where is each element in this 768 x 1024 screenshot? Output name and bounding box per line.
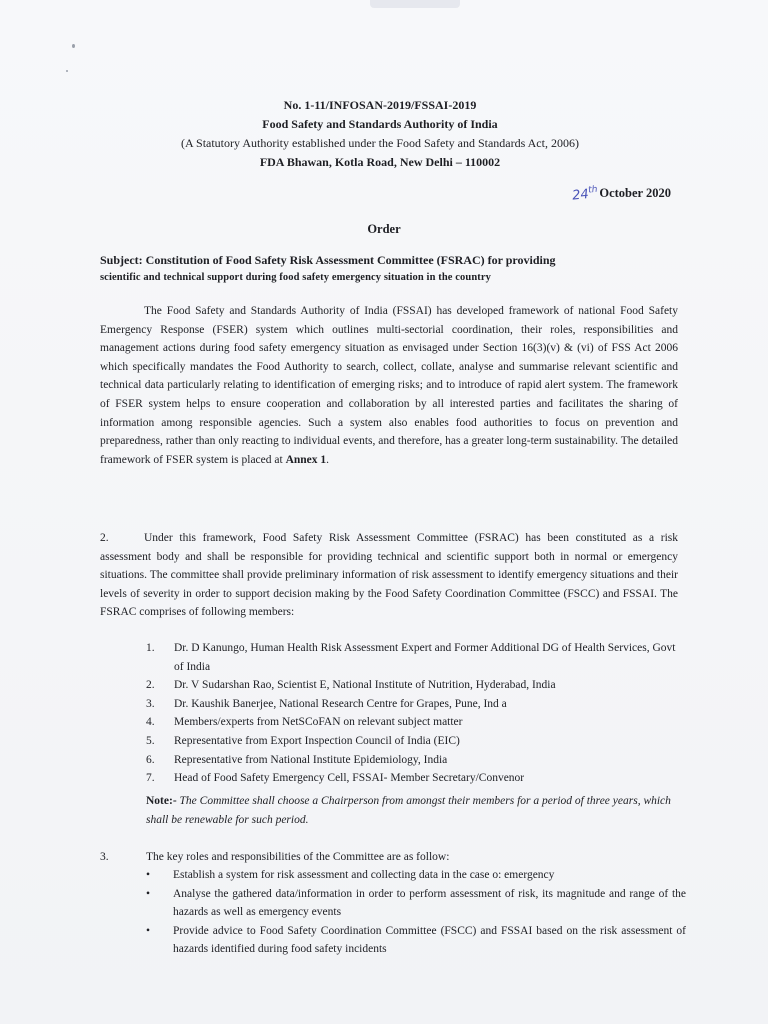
bullet-icon: • [146,924,151,937]
list-item: • Analyse the gathered data/information in order to perform assessment of risk, its magnitude and range of the hazards as well as emergency events [146,885,686,922]
bullet-icon: • [146,869,151,881]
paragraph-3 [100,848,680,867]
scan-speck [72,44,75,48]
scan-artifact [370,0,460,8]
list-item: • Provide advice to Food Safety Coordination Committee (FSCC) and FSSAI based on the risk assessment of hazards identified during food safety incidents [146,922,686,959]
order-title: Order [367,222,401,236]
statutory-note: (A Statutory Authority established under the Food Safety and Standards Act, 2006) [181,136,579,150]
date-month-year: October 2020 [599,186,671,201]
list-item: 2. Dr. V Sudarshan Rao, Scientist E, National Institute of Nutrition, Hyderabad, India [146,679,556,692]
order-date [571,184,671,204]
note [146,792,686,829]
paragraph-1: The Food Safety and Standards Authority of India (FSSAI) has developed framework of national Food Safety Emergency Response (FSER) system which outlines multi-sectorial coordination, their roles, responsibilities and management actions during food safety emergency situation as envisaged under Section 16(3)(v) & (vi) of FSS Act 2006 which specifically mandates the Food Authority to search, collect, collate, analyse and summarise relevant scientific and technical data particularly relating to identification of emerging risks; and to introduce of rapid alert system. The framework of FSER system helps to ensure cooperation and collaboration by all interested parties and facilitates the sharing of information among responsible agencies. Such a system also enables food authorities to focus on prevention and preparedness, rather than only reacting to individual events, and therefore, has a greater long-term sustainability. The detailed framework of FSER system is placed at Annex 1. [100,305,678,466]
subject [100,252,674,286]
member-list [146,639,686,788]
subject-line-1: Subject: Constitution of Food Safety Risk Assessment Committee (FSRAC) for providing [100,253,556,267]
paragraph-3-number: 3. [100,851,109,863]
list-item: 6. Representative from National Institute Epidemiology, India [146,753,448,766]
list-item: 7. Head of Food Safety Emergency Cell, FSSAI- Member Secretary/Convenor [146,772,525,785]
note-label: Note:- [146,795,177,807]
list-item: • Establish a system for risk assessment and collecting data in the case o: emergency [146,866,686,885]
paragraph-1-text: The Food Safety and Standards Authority of India (FSSAI) has developed framework of national Food Safety Emergency Response (FSER) system which outlines multi-sectorial coordination, their roles, responsibilities and management actions during food safety emergency situation as envisaged under Section 16(3)(v) & (vi) of FSS Act 2006 which specifically mandates the Food Authority to search, collect, collate, analyse and summarise relevant scientific and technical data particularly relating to identification of emerging risks; and to introduce of rapid alert system. The framework of FSER system helps to ensure cooperation and collaboration by all interested parties and facilitates the sharing of information among responsible agencies. Such a system also enables food authorities to focus on prevention and preparedness, rather than only reacting to individual events, and therefore, has a greater long-term sustainability. The detailed framework of FSER system is placed at [100,305,678,466]
list-item: 4. Members/experts from NetSCoFAN on relevant subject matter [146,716,463,729]
responsibilities-list [146,866,686,959]
handwritten-day: 24th [571,184,598,204]
paragraph-3-text: The key roles and responsibilities of the Committee are as follow: [146,851,450,863]
list-item: 1. Dr. D Kanungo, Human Health Risk Assessment Expert and Former Additional DG of Health Services, Govt of India [146,642,676,673]
scan-speck [66,70,68,72]
note-text: The Committee shall choose a Chairperson from amongst their members for a period of three years, which shall be renewable for such period. [146,795,671,826]
annex-reference: Annex 1 [285,453,327,466]
subject-line-2: scientific and technical support during food safety emergency situation in the country [100,272,491,283]
organization-name: Food Safety and Standards Authority of India [262,117,498,131]
list-item: 5. Representative from Export Inspection Council of India (EIC) [146,734,460,747]
address: FDA Bhawan, Kotla Road, New Delhi – 110002 [259,155,501,169]
letterhead [100,96,660,172]
paragraph-2-text: Under this framework, Food Safety Risk Assessment Committee (FSRAC) has been constituted as a risk assessment body and shall be responsible for providing technical and scientific support both in normal or emergency situations. The committee shall provide preliminary information of risk assessment to identify emergency situations and their levels of severity in order to support decision making by the Food Safety Coordination Committee (FSCC) and FSSAI. The FSRAC comprises of following members: [100,532,678,619]
reference-number: No. 1-11/INFOSAN-2019/FSSAI-2019 [283,98,477,112]
paragraph-2 [100,529,678,622]
bullet-icon: • [146,887,151,900]
list-item: 3. Dr. Kaushik Banerjee, National Research Centre for Grapes, Pune, Ind a [146,697,507,710]
paragraph-2-number: 2. [100,532,109,544]
